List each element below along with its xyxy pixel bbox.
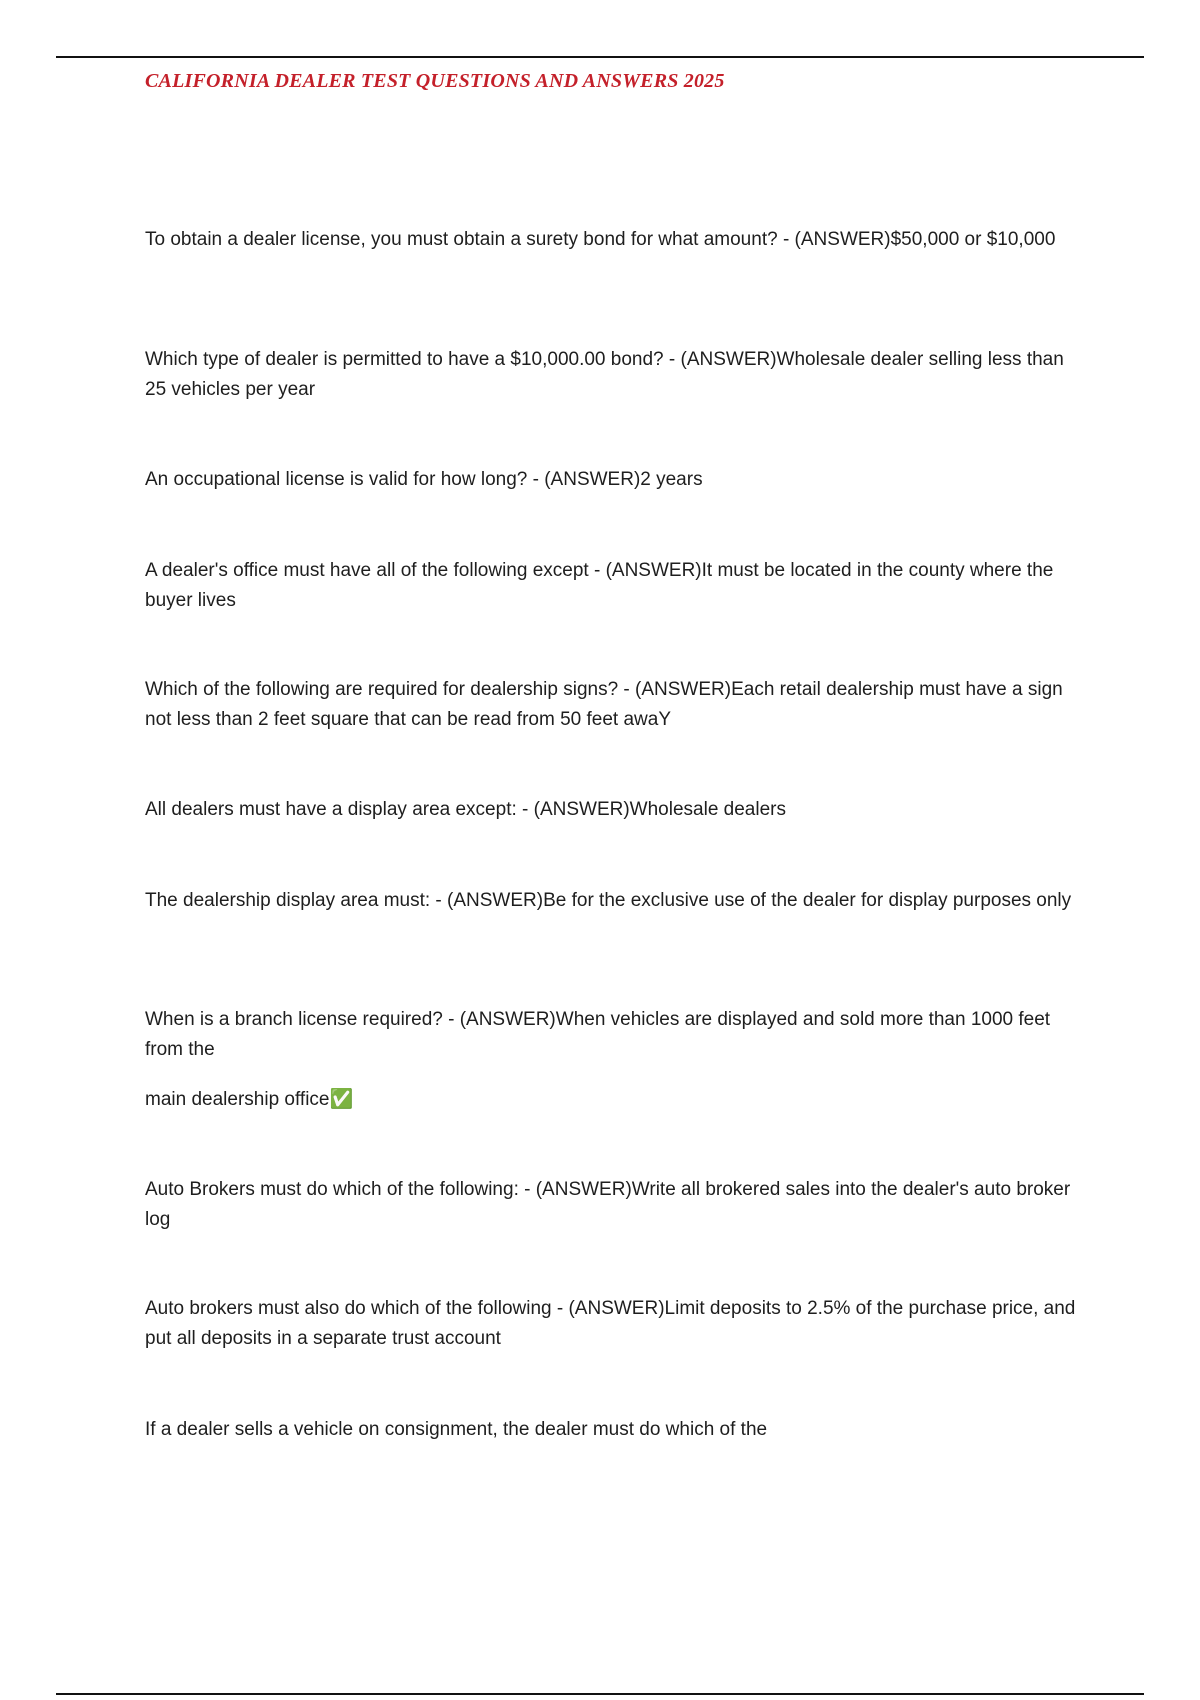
qa-item: To obtain a dealer license, you must obtain a surety bond for what amount? - (ANSWER)$50,000 or $10,000 (145, 229, 1056, 250)
check-mark-icon: ✅ (329, 1089, 354, 1110)
qa-item: If a dealer sells a vehicle on consignment, the dealer must do which of the (145, 1419, 768, 1440)
qa-item: All dealers must have a display area except: - (ANSWER)Wholesale dealers (145, 799, 786, 820)
continuation-text: main dealership office (145, 1089, 330, 1110)
qa-item: An occupational license is valid for how long? - (ANSWER)2 years (145, 469, 703, 490)
qa-item: The dealership display area must: - (ANSWER)Be for the exclusive use of the dealer for display purposes only (145, 890, 1072, 911)
qa-item: Auto Brokers must do which of the following: - (ANSWER)Write all brokered sales into the dealer's auto broker log (145, 1179, 1071, 1230)
qa-item-continuation (145, 1085, 1090, 1115)
qa-item: A dealer's office must have all of the following except - (ANSWER)It must be located in the county where the buyer lives (145, 560, 1054, 611)
qa-item: Which of the following are required for dealership signs? - (ANSWER)Each retail dealership must have a sign not less than 2 feet square that can be read from 50 feet awaY (145, 679, 1063, 730)
header-rule (56, 56, 1144, 58)
document-title: CALIFORNIA DEALER TEST QUESTIONS AND ANSWERS 2025 (145, 70, 725, 92)
footer-rule (56, 1693, 1144, 1695)
qa-item: When is a branch license required? - (ANSWER)When vehicles are displayed and sold more than 1000 feet from the (145, 1009, 1051, 1060)
qa-item: Auto brokers must also do which of the following - (ANSWER)Limit deposits to 2.5% of the purchase price, and put all deposits in a separate trust account (145, 1298, 1076, 1349)
qa-item: Which type of dealer is permitted to have a $10,000.00 bond? - (ANSWER)Wholesale dealer selling less than 25 vehicles per year (145, 349, 1064, 400)
